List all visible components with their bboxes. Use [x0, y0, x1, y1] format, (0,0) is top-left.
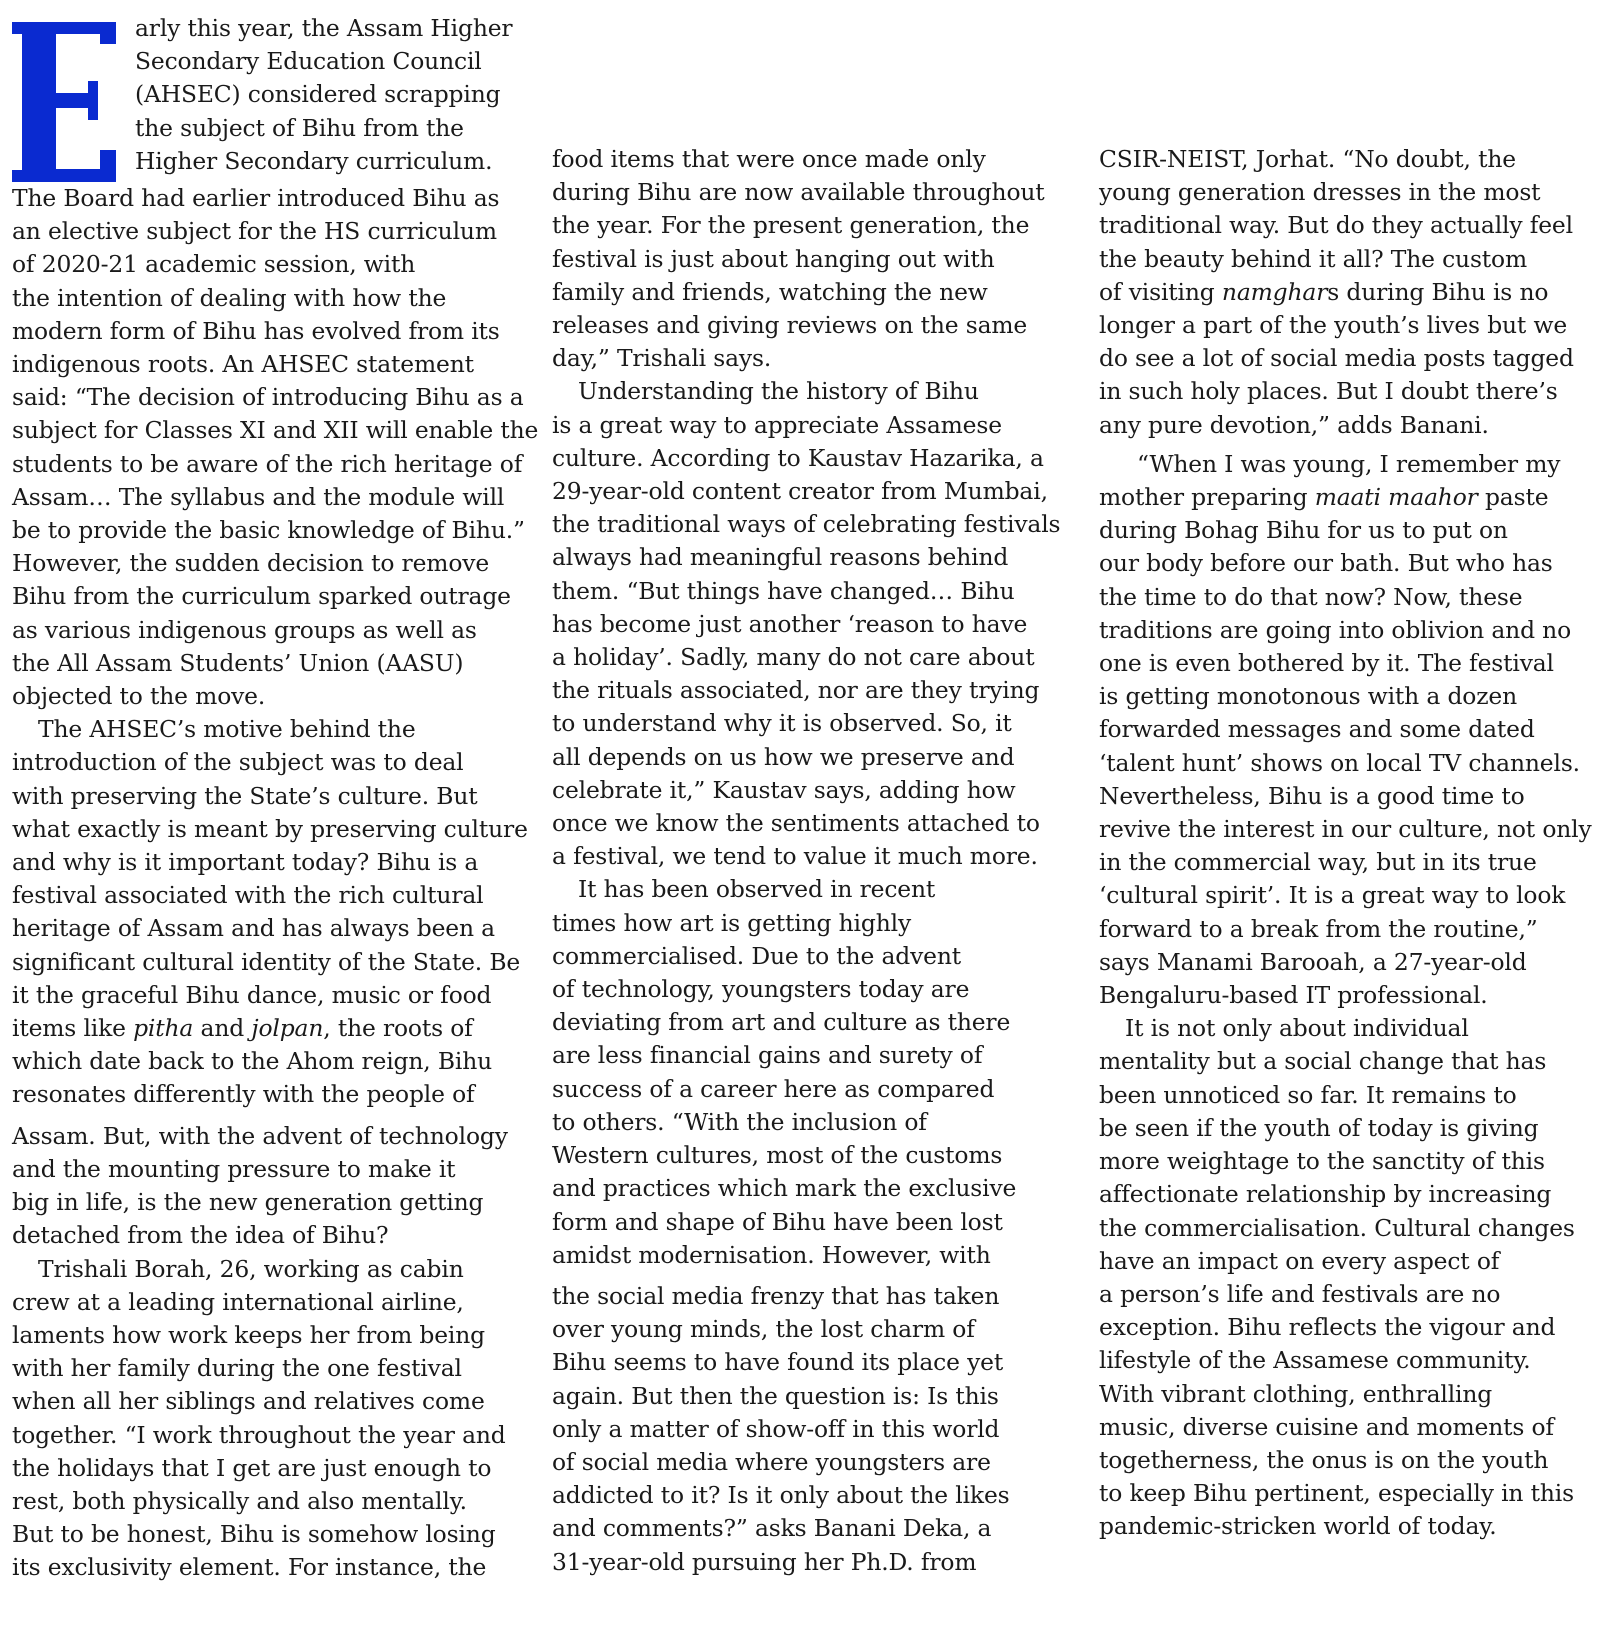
text-line: festival associated with the rich cultural: [12, 881, 484, 910]
text-line: the holidays that I get are just enough to: [12, 1453, 492, 1482]
text-line: deviating from art and culture as there: [552, 1008, 1011, 1037]
text-line: With vibrant clothing, enthralling: [1099, 1379, 1493, 1408]
text-line: traditional way. But do they actually feel: [1099, 211, 1573, 240]
text-line: again. But then the question is: Is this: [552, 1381, 999, 1410]
text-line: only a matter of show-off in this world: [552, 1414, 1000, 1443]
text-line: It has been observed in recent: [578, 875, 936, 904]
text-line: But to be honest, Bihu is somehow losing: [12, 1520, 496, 1549]
text-line: be seen if the youth of today is giving: [1099, 1113, 1539, 1142]
text-line: a holiday’. Sadly, many do not care about: [552, 643, 1035, 672]
text-line: Bengaluru-based IT professional.: [1099, 981, 1488, 1010]
text-line: Bihu seems to have found its place yet: [552, 1348, 1004, 1377]
text-line: celebrate it,” Kaustav says, adding how: [552, 775, 1016, 804]
text-line: has become just another ‘reason to have: [552, 609, 1028, 638]
text-line: introduction of the subject was to deal: [12, 748, 464, 777]
text-line: festival is just about hanging out with: [552, 244, 995, 273]
text-line: always had meaningful reasons behind: [552, 543, 1009, 572]
text-line: CSIR-NEIST, Jorhat. “No doubt, the: [1099, 145, 1516, 173]
text-line: an elective subject for the HS curriculum: [12, 217, 497, 246]
text-line: forwarded messages and some dated: [1099, 715, 1535, 744]
text-line: “When I was young, I remember my: [1137, 449, 1561, 478]
text-line: heritage of Assam and has always been a: [12, 914, 495, 943]
text-line: and why is it important today? Bihu is a: [12, 848, 479, 877]
text-line: Understanding the history of Bihu: [578, 377, 979, 406]
text-line: to understand why it is observed. So, it: [552, 709, 1012, 738]
text-line: in the commercial way, but in its true: [1099, 848, 1537, 877]
text-line: 29-year-old content creator from Mumbai,: [552, 477, 1048, 506]
text-line: been unnoticed so far. It remains to: [1099, 1080, 1517, 1109]
text-line: and practices which mark the exclusive: [552, 1174, 1017, 1203]
text-span: , the roots of: [323, 1014, 473, 1043]
text-line: the year. For the present generation, the: [552, 211, 1030, 240]
text-line: form and shape of Bihu have been lost: [552, 1207, 1003, 1236]
text-line: success of a career here as compared: [552, 1074, 995, 1103]
text-line: Secondary Education Council: [135, 47, 482, 76]
text-line: Nevertheless, Bihu is a good time to: [1099, 781, 1525, 810]
text-line: them. “But things have changed… Bihu: [552, 576, 1015, 605]
text-line: addicted to it? Is it only about the likes: [552, 1481, 1010, 1510]
text-line: day,” Trishali says.: [552, 344, 772, 373]
text-line: longer a part of the youth’s lives but we: [1099, 311, 1568, 340]
text-line: resonates differently with the people of: [12, 1080, 475, 1109]
text-line: rest, both physically and also mentally.: [12, 1486, 467, 1515]
text-line: are less financial gains and surety of: [552, 1041, 983, 1070]
text-line: mentality but a social change that has: [1099, 1047, 1547, 1076]
text-line: Trishali Borah, 26, working as cabin: [38, 1254, 464, 1283]
text-line: with preserving the State’s culture. But: [12, 781, 478, 810]
text-line: its exclusivity element. For instance, the: [12, 1553, 487, 1582]
text-line: the subject of Bihu from the: [135, 113, 464, 142]
text-line: lifestyle of the Assamese community.: [1099, 1346, 1531, 1375]
text-line: is getting monotonous with a dozen: [1099, 682, 1517, 711]
text-line: [12, 1012, 518, 1045]
text-line: ‘cultural spirit’. It is a great way to look: [1099, 881, 1566, 910]
text-line: The Board had earlier introduced Bihu as: [12, 184, 500, 212]
text-line: to keep Bihu pertinent, especially in this: [1099, 1479, 1574, 1508]
italic-term: pitha: [133, 1014, 194, 1043]
text-line: pandemic-stricken world of today.: [1099, 1512, 1497, 1541]
text-span: and: [193, 1014, 252, 1043]
text-line: the intention of dealing with how the: [12, 283, 447, 312]
text-line: ‘talent hunt’ shows on local TV channels.: [1099, 748, 1580, 777]
text-line: However, the sudden decision to remove: [12, 549, 490, 578]
text-line: says Manami Barooah, a 27-year-old: [1099, 947, 1527, 976]
text-line: of 2020-21 academic session, with: [12, 250, 416, 279]
text-line: the traditional ways of celebrating festivals: [552, 510, 1061, 539]
text-line: the commercialisation. Cultural changes: [1099, 1213, 1575, 1242]
text-line: big in life, is the new generation getting: [12, 1188, 484, 1217]
text-line: times how art is getting highly: [552, 908, 912, 937]
text-line: is a great way to appreciate Assamese: [552, 410, 1002, 439]
text-line: in such holy places. But I doubt there’s: [1099, 377, 1558, 406]
text-line: the rituals associated, nor are they trying: [552, 676, 1040, 705]
text-line: releases and giving reviews on the same: [552, 311, 1028, 340]
text-line: The AHSEC’s motive behind the: [38, 715, 416, 744]
text-span: s during Bihu is no: [1327, 277, 1549, 306]
text-span: paste: [1477, 483, 1549, 512]
col1-lines: [12, 12, 539, 1585]
text-line: It is not only about individual: [1125, 1014, 1469, 1043]
text-line: forward to a break from the routine,”: [1099, 914, 1538, 943]
text-line: which date back to the Ahom reign, Bihu: [12, 1047, 493, 1076]
text-line: do see a lot of social media posts tagged: [1099, 344, 1574, 373]
italic-term: maati maahor: [1314, 483, 1478, 512]
text-span: mother preparing: [1099, 483, 1315, 512]
text-line: traditions are going into oblivion and no: [1099, 615, 1572, 644]
text-line: Assam. But, with the advent of technology: [12, 1121, 508, 1150]
text-line: over young minds, the lost charm of: [552, 1315, 975, 1344]
text-line: the beauty behind it all? The custom: [1099, 244, 1528, 273]
text-line: family and friends, watching the new: [552, 277, 988, 306]
text-line: Higher Secondary curriculum.: [135, 146, 493, 175]
text-line: amidst modernisation. However, with: [552, 1240, 991, 1269]
text-line: revive the interest in our culture, not only: [1099, 815, 1592, 844]
text-line: (AHSEC) considered scrapping: [135, 80, 501, 109]
text-line: be to provide the basic knowledge of Bihu.”: [12, 516, 525, 545]
text-line: affectionate relationship by increasing: [1099, 1180, 1552, 1209]
text-line: Assam… The syllabus and the module will: [12, 482, 505, 511]
text-line: any pure devotion,” adds Banani.: [1099, 410, 1489, 439]
text-line: during Bihu are now available throughout: [552, 178, 1045, 207]
text-line: as various indigenous groups as well as: [12, 615, 477, 644]
text-line: students to be aware of the rich heritage of: [12, 449, 523, 478]
text-line: of technology, youngsters today are: [552, 975, 970, 1004]
text-line: [1099, 481, 1599, 514]
text-line: of social media where youngsters are: [552, 1447, 991, 1476]
text-line: detached from the idea of Bihu?: [12, 1221, 389, 1250]
text-line: a festival, we tend to value it much more.: [552, 842, 1038, 871]
text-line: Bihu from the curriculum sparked outrage: [12, 582, 511, 611]
text-line: to others. “With the inclusion of: [552, 1107, 927, 1136]
text-line: the social media frenzy that has taken: [552, 1281, 1000, 1310]
article-column-1: [12, 12, 539, 1585]
text-line: more weightage to the sanctity of this: [1099, 1147, 1545, 1176]
italic-term: jolpan: [251, 1014, 324, 1043]
text-line: togetherness, the onus is on the youth: [1099, 1445, 1549, 1474]
text-line: when all her siblings and relatives come: [12, 1387, 485, 1416]
text-line: objected to the move.: [12, 682, 266, 711]
text-line: exception. Bihu reflects the vigour and: [1099, 1313, 1556, 1342]
text-line: the All Assam Students’ Union (AASU): [12, 648, 464, 677]
text-line: laments how work keeps her from being: [12, 1320, 485, 1349]
text-line: subject for Classes XI and XII will enable the: [12, 416, 539, 445]
italic-term: namghar: [1221, 277, 1328, 306]
text-line: it the graceful Bihu dance, music or food: [12, 980, 492, 1009]
text-line: have an impact on every aspect of: [1099, 1246, 1500, 1275]
text-line: 31-year-old pursuing her Ph.D. from: [552, 1547, 977, 1576]
text-line: Western cultures, most of the customs: [552, 1141, 1003, 1170]
article-column-3: [1099, 143, 1599, 1544]
text-line: with her family during the one festival: [12, 1354, 462, 1383]
text-line: significant cultural identity of the State. Be: [12, 947, 521, 976]
text-line: and comments?” asks Banani Deka, a: [552, 1514, 992, 1543]
text-line: our body before our bath. But who has: [1099, 549, 1553, 578]
drop-cap-e-icon: [12, 22, 116, 182]
text-line: young generation dresses in the most: [1099, 178, 1541, 207]
text-line: once we know the sentiments attached to: [552, 809, 1040, 838]
text-line: commercialised. Due to the advent: [552, 941, 961, 970]
text-line: all depends on us how we preserve and: [552, 742, 1015, 771]
text-line: during Bohag Bihu for us to put on: [1099, 516, 1508, 545]
text-span: items like: [12, 1014, 134, 1043]
text-line: arly this year, the Assam Higher: [135, 14, 513, 42]
text-line: and the mounting pressure to make it: [12, 1154, 456, 1183]
text-line: a person’s life and festivals are no: [1099, 1279, 1501, 1308]
article-column-2: [552, 143, 1061, 1579]
text-line: said: “The decision of introducing Bihu as a: [12, 383, 524, 412]
text-line: music, diverse cuisine and moments of: [1099, 1412, 1554, 1441]
text-line: what exactly is meant by preserving culture: [12, 814, 528, 843]
text-span: of visiting: [1099, 277, 1222, 306]
text-line: crew at a leading international airline,: [12, 1287, 464, 1316]
drop-cap: [12, 22, 125, 182]
text-line: indigenous roots. An AHSEC statement: [12, 350, 474, 379]
text-line: culture. According to Kaustav Hazarika, a: [552, 443, 1044, 472]
text-line: one is even bothered by it. The festival: [1099, 649, 1554, 678]
text-line: the time to do that now? Now, these: [1099, 582, 1523, 611]
text-line: modern form of Bihu has evolved from its: [12, 316, 500, 345]
text-line: together. “I work throughout the year and: [12, 1420, 506, 1449]
text-line: [1099, 276, 1599, 309]
text-line: food items that were once made only: [552, 145, 986, 173]
